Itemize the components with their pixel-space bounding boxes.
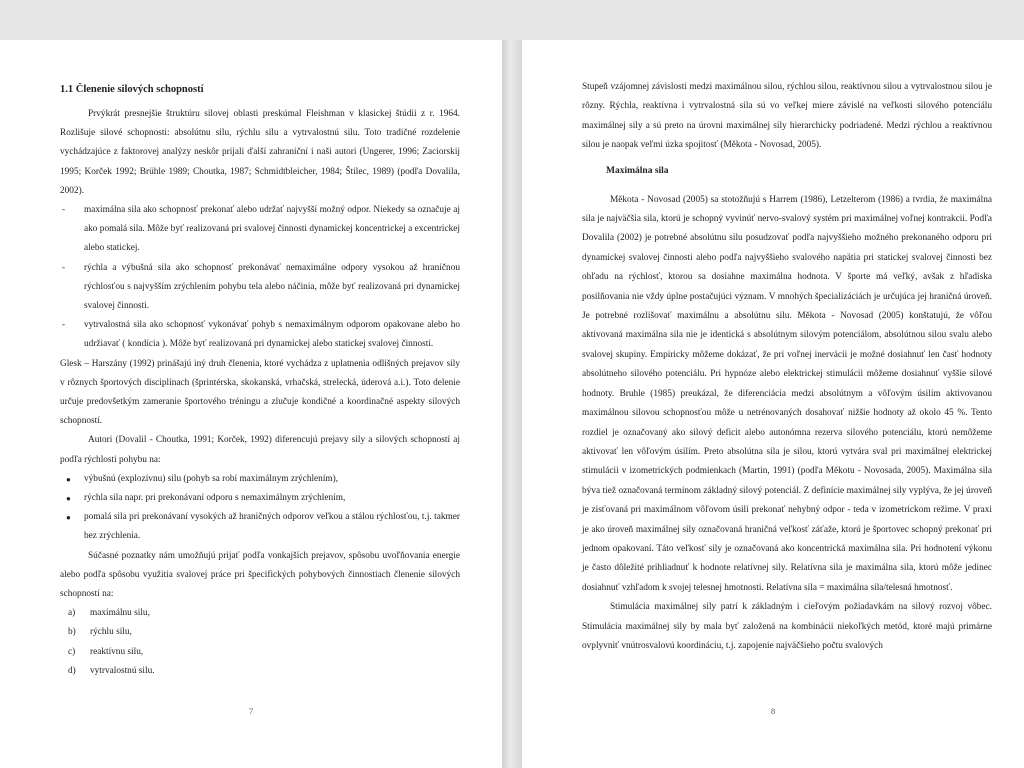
list-item-text: rýchlu silu, [90, 627, 132, 638]
alpha-marker: c) [68, 646, 76, 657]
list-item [60, 470, 460, 489]
list-item [60, 662, 460, 681]
paragraph: Súčasné poznatky nám umožňujú prijať podľa vonkajších prejavov, spôsobu uvoľňovania energie alebo podľa spôsobu využitia svalovej práce pri špecifických pohybových činnostiach členenie silových schopností na: [60, 550, 460, 600]
right-page-content [582, 78, 992, 656]
list-item [60, 508, 460, 546]
section-heading: Maximálna sila [606, 165, 669, 176]
paragraph: Prvýkrát presnejšie štruktúru silovej oblasti preskúmal Fleishman v klasickej štúdii z r. 1964. Rozlišuje silové schopnosti: absolútnu silu, rýchlu silu a vytrvalostnú silu. Toto tradičné rozdelenie vychádzajúce z faktorovej analýzy neskôr prijali ďalší zahraniční i naši autori (Ungerer, 1996; Zaciorskij 1995; Korček 1992; Brühle 1989; Choutka, 1987; Schmidtbleicher, 1984; Štilec, 1989) (podľa Dovalila, 2002). [60, 109, 460, 196]
list-item [60, 623, 460, 642]
alpha-marker: b) [68, 627, 76, 638]
list-item-text: rýchla sila napr. pri prekonávaní odporu s nemaximálnym zrýchlením, [84, 493, 346, 504]
dash-marker: - [62, 262, 66, 273]
dash-list [60, 201, 460, 355]
list-item-text: reaktívnu silu, [90, 646, 144, 657]
bullet-list [60, 470, 460, 547]
list-item-text: vytrvalostnú silu. [90, 665, 155, 676]
list-item-text: výbušnú (explozívnu) silu (pohyb sa robí maximálnym zrýchlením), [84, 473, 339, 484]
list-item [60, 316, 460, 354]
list-item-text: vytrvalostná sila ako schopnosť vykonávať pohyb s nemaximálnym odporom opakovane alebo ho udržiavať ( kondícia ). Môže byť realizovaná pri dynamickej alebo statickej svalovej činnosti. [84, 320, 460, 350]
paragraph: Stimulácia maximálnej sily patrí k základným i cieľovým požiadavkám na silový rozvoj vôbec. Stimulácia maximálnej sily by mala byť založená na kombinácii niekoľkých metód, ktoré majú primárne ovplyvniť vnútrosvalovú koordináciu, t.j. zapojenie najväčšieho počtu svalových [582, 602, 992, 651]
paragraph: Glesk – Harszány (1992) prinášajú iný druh členenia, ktoré vychádza z uplatnenia odlišných prejavov sily v rôznych športových disciplínach (šprintérska, skokanská, vrhačská, strelecká, úderová a.i.). Toto delenie určuje predovšetkým zameranie športového tréningu a zlučuje kondičné a koordinačné aspekty silových schopností. [60, 358, 460, 427]
dash-marker: - [62, 205, 66, 216]
right-page [522, 40, 1024, 768]
list-item-text: maximálna sila ako schopnosť prekonať alebo udržať najvyšší možný odpor. Niekedy sa označuje aj ako pomalá sila. Môže byť realizovaná pri svalovej činnosti dynamickej koncentrickej a excentrickej alebo statickej. [84, 205, 460, 254]
list-item [60, 201, 460, 259]
dash-marker: - [62, 320, 66, 331]
left-page [0, 40, 502, 768]
bullet-icon: ● [66, 494, 71, 504]
page-gutter [502, 40, 522, 768]
alpha-marker: a) [68, 608, 76, 619]
list-item [60, 489, 460, 508]
alpha-list [60, 604, 460, 681]
page-number: 7 [248, 706, 254, 716]
paragraph: Mĕkota - Novosad (2005) sa stotožňujú s Harrem (1986), Letzelterom (1986) a tvrdia, že maximálna sila je najväčšia sila, ktorú je schopný vyvinúť nervo-svalový systém pri maximálnej voľnej kontrakcii. Podľa Dovalila (2002) je potrebné absolútnu silu posudzovať podľa najvyššieho možného prekonaného odporu pri dynamickej svalovej činnosti alebo podľa najvyššieho svalového napätia pri statickej svalovej činnosti bez ohľadu na rýchlosť, ktorou sa dosiahne maximálna hodnota. V športe má veľký, avšak z hľadiska posilňovania nie vždy úplne postačujúci význam. V mnohých špecializáciách je určujúca jej hraničná úroveň. Je potrebné rozlišovať maximálnu a absolútnu silu. Mĕkota - Novosad (2005) konštatujú, že vôľou aktivovaná maximálna sila nie je identická s absolútnym silovým potenciálom, absolútnou silou svalu alebo svalovej skupiny. Empiricky môžeme dokázať, že pri voľnej inervácii je možné dosiahnuť len časť hodnoty absolútneho silového potenciálu. Pri hypnóze alebo elektrickej stimulácii môžeme dosiahnuť vyššie silové hodnoty. Bruhle (1985) preukázal, že diferenciácia medzi absolútnym a vôľovým úsilím aktivovanou maximálnou silovou schopnosťou môže u netrénovaných dosahovať nižšie hodnoty až okolo 45 %. Tento rozdiel je označovaný ako silový deficit alebo autonómna rezerva silového potenciálu, ktorú nemôžeme aktivovať len vôľovým úsilím. Preto absolútna sila je silou, ktorú vytvára sval pri maximálnej elektrickej stimulácii v izometrických podmienkach (Martin, 1991) (podľa Mĕkotu - Novosada, 2005). Maximálna sila býva tiež označovaná termínom základný silový potenciál. Z definície maximálnej sily vyplýva, že jej úroveň je zisťovaná pri maximálnom vôľovom úsilí prekonať nehybný odpor - teda v izometrickom režime. V praxi je ako úroveň maximálnej sily označovaná hraničná veľkosť záťaže, ktorú je športovec schopný prekonať pri jednom opakovaní. Táto veľkosť sily je označovaná ako koncentrická maximálna sila. Pri hodnotení výkonu je často dôležité prihliadnuť k hodnote relatívnej sily. Relatívna sila je maximálna sila, ktorú môže jedinec dosiahnuť vzhľadom k svojej telesnej hmotnosti. Relatívna sila = maximálna sila/telesná hmotnosť. [582, 194, 992, 593]
paragraph: Autori (Dovalil - Choutka, 1991; Korček, 1992) diferencujú prejavy sily a silových schopností aj podľa rýchlosti pohybu na: [60, 435, 460, 465]
alpha-marker: d) [68, 665, 76, 676]
section-heading: 1.1 Členenie silových schopností [60, 84, 204, 95]
list-item-text: pomalá sila pri prekonávaní vysokých až hraničných odporov veľkou a stálou rýchlosťou, t.j. takmer bez zrýchlenia. [84, 512, 460, 542]
left-page-content [60, 80, 460, 681]
list-item-text: rýchla a výbušná sila ako schopnosť prekonávať nemaximálne odpory vysokou až hraničnou rýchlosťou s najvyšším zrýchlením pohybu tela alebo náčinia, môže byť realizovaná pri dynamickej svalovej činnosti. [84, 262, 460, 312]
list-item [60, 643, 460, 662]
bullet-icon: ● [66, 474, 71, 484]
page-number: 8 [770, 706, 776, 716]
bullet-icon: ● [66, 513, 71, 523]
list-item-text: maximálnu silu, [90, 608, 150, 619]
paragraph: Stupeň vzájomnej závislosti medzi maximálnou silou, rýchlou silou, reaktívnou silou a vytrvalostnou silou je rôzny. Rýchla, reaktívna i vytrvalostná sila sú vo veľkej miere závislé na veľkosti silového potenciálu maximálnej sily a sú preto na úrovni maximálnej sily hierarchicky podriadené. Medzi rýchlou a reaktívnou silou je naopak veľmi úzka spojitosť (Mĕkota - Novosad, 2005). [582, 82, 992, 151]
list-item [60, 259, 460, 317]
list-item [60, 604, 460, 623]
